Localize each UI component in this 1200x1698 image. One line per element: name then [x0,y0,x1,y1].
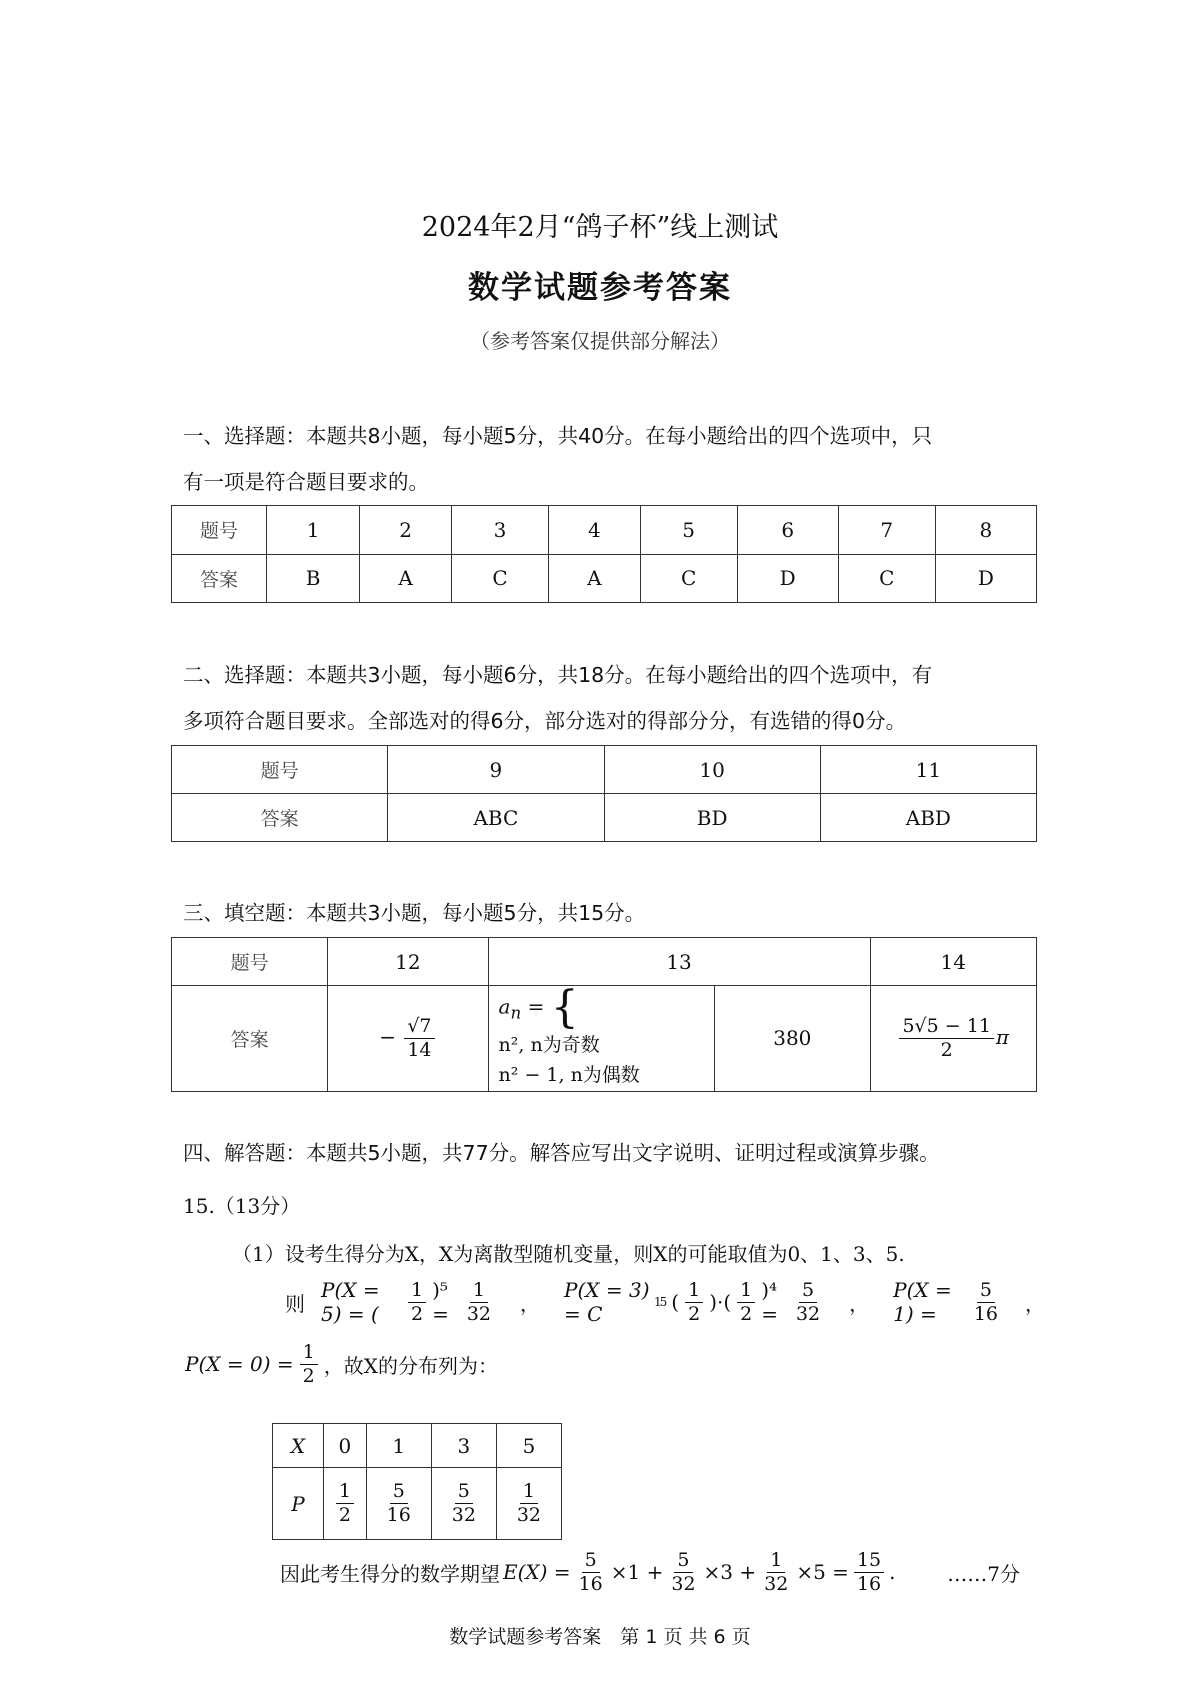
question-number: 11 [820,746,1036,794]
row-label-question: 题号 [172,938,328,986]
sequence-symbol: a [498,994,511,1019]
expectation-line: 因此考生得分的数学期望 E(X) = $\frac{5}{16}$ ×1 + $\frac{5}{32}$ ×3 + $\frac{1}{32}$ ×5 = $\frac{15}{16}$ . ……7分 [280,1549,1020,1595]
answer-cell: D [935,554,1036,603]
section1-line1: 一、选择题：本题共8小题，每小题5分，共40分。在每小题给出的四个选项中，只 [183,424,933,448]
section4-instructions: 四、解答题：本题共5小题，共77分。解答应写出文字说明、证明过程或演算步骤。 [183,1141,940,1165]
section3-instructions: 三、填空题：本题共3小题，每小题5分，共15分。 [183,901,646,925]
table-row [172,554,1037,603]
distribution-intro: ，故X的分布列为： [323,1353,498,1378]
fraction: $\frac{5}{16}$ [578,1549,603,1595]
fraction: $\frac{5}{16}$ [973,1278,999,1325]
answer-cell: A [360,554,452,603]
page-footer: 数学试题参考答案 第 1 页 共 6 页 [449,1626,751,1648]
x-value: 5 [496,1424,561,1468]
section1-line2: 有一项是符合题目要求的。 [183,470,429,494]
numerator: √7 [404,1016,434,1039]
section2-line2: 多项符合题目要求。全部选对的得6分，部分选对的得部分分，有选错的得0分。 [183,709,907,733]
section1-instructions [183,413,1033,505]
question-number: 4 [548,506,640,555]
expectation-lhs: E(X) = [503,1560,571,1585]
q15-probabilities-line: 则 P(X = 5) = ( $\frac{1}{2}$ )⁵ = $\frac{1}{32}$ ， P(X = 3) = C 1 5 ( $\frac{1}{2}$ )·( $\frac{1}{2}$ )⁴ = $\frac{5}{32}$ ， P(X = 1) = $\frac{5}{16}$ ， [285,1278,1046,1326]
section2-instructions [183,652,1033,744]
brace-icon: { [550,982,579,1033]
score-mark: ……7分 [947,1561,1020,1586]
table-row [172,938,1037,986]
q15-px0-line [185,1342,498,1387]
table-row [172,746,1037,794]
row-label-answer: 答案 [172,794,388,842]
fraction [404,1016,434,1061]
distribution-table [272,1423,562,1540]
section2-line1: 二、选择题：本题共3小题，每小题6分，共18分。在每小题给出的四个选项中，有 [183,663,933,687]
row-label-answer: 答案 [172,554,267,603]
question-number: 9 [388,746,604,794]
case-even: n² − 1, n为偶数 [498,1064,640,1087]
document-title: 数学试题参考答案 [468,270,732,306]
paren-open: ( [671,1290,680,1314]
question-number: 12 [328,938,488,986]
question-number: 13 [488,938,870,986]
table-row [172,794,1037,842]
question-number: 2 [360,506,452,555]
answer-cell: ABC [388,794,604,842]
eq-px5-lhs: P(X = 5) = ( [321,1278,380,1326]
question-number: 1 [267,506,360,555]
question-number: 3 [452,506,549,555]
table-row [172,506,1037,555]
x-value: 3 [431,1424,496,1468]
numerator: 5√5 − 11 [899,1016,993,1039]
denominator: 2 [940,1038,953,1061]
row-label-question: 题号 [172,746,388,794]
answer-cell-13-value: 380 [715,986,870,1092]
p-label: P [273,1468,324,1540]
fraction: $\frac{1}{2}$ [300,1342,318,1387]
table-row [172,986,1037,1092]
x-label: X [273,1424,324,1468]
fraction: $\frac{5}{32}$ [671,1549,696,1595]
fraction: $\frac{15}{16}$ [854,1550,884,1595]
eq-px1-lhs: P(X = 1) = [893,1278,952,1326]
fraction: $\frac{1}{32}$ [764,1549,789,1595]
question-number: 10 [604,746,820,794]
answer-cell: A [548,554,640,603]
fraction: $\frac{1}{2}$ [408,1280,426,1325]
fraction: $\frac{1}{2}$ [737,1280,755,1325]
fraction: $\frac{5}{32}$ [795,1278,821,1325]
p-value: $\frac{1}{32}$ [496,1468,561,1540]
fraction [899,1016,993,1061]
answer-cell: ABD [820,794,1036,842]
q15-part1-text: （1）设考生得分为X，X为离散型随机变量，则X的可能取值为0、1、3、5. [232,1242,905,1266]
eq-px0-lhs: P(X = 0) = [185,1352,294,1377]
fraction: $\frac{1}{32}$ [466,1278,492,1325]
expectation-text: 因此考生得分的数学期望 [280,1561,500,1586]
p-value: $\frac{5}{16}$ [366,1468,431,1540]
section2-answer-table [171,745,1037,842]
eq-px3-power: )⁴ = [761,1278,779,1326]
sequence-subscript: n [510,1003,522,1023]
pi-symbol: π [995,1024,1010,1049]
question-number: 8 [935,506,1036,555]
question-number: 14 [870,938,1036,986]
answer-cell-13-formula: $a_n$ = { n², n为奇数 n² − 1, n为偶数 [488,986,715,1092]
fraction: $\frac{1}{2}$ [685,1280,703,1325]
p-value: $\frac{1}{2}$ [324,1468,367,1540]
answer-cell: C [452,554,549,603]
minus-sign: − [379,1024,396,1049]
answer-cell: C [838,554,935,603]
x-value: 0 [324,1424,367,1468]
eq-px5-power: )⁵ = [432,1278,449,1326]
exam-title: 2024年2月“鸽子杯”线上测试 [421,212,779,243]
table-row [273,1424,562,1468]
answer-cell-14 [870,986,1036,1092]
row-label-answer: 答案 [172,986,328,1092]
denominator: 14 [407,1038,432,1061]
question-number: 7 [838,506,935,555]
question-number: 6 [737,506,838,555]
answer-cell: BD [604,794,820,842]
p-value: $\frac{5}{32}$ [431,1468,496,1540]
times-paren: )·( [709,1290,732,1314]
row-label-question: 题号 [172,506,267,555]
case-odd: n², n为奇数 [498,1034,600,1056]
answer-cell: B [267,554,360,603]
document-subtitle: （参考答案仅提供部分解法） [470,329,730,353]
section3-answer-table [171,937,1037,1092]
eq-px3-lhs: P(X = 3) = C [564,1278,650,1326]
x-value: 1 [366,1424,431,1468]
answer-cell-12 [328,986,488,1092]
question-15-header: 15.（13分） [183,1194,301,1218]
answer-cell: D [737,554,838,603]
answer-cell: C [640,554,737,603]
section1-answer-table [171,505,1037,603]
table-row [273,1468,562,1540]
then-word: 则 [285,1291,305,1316]
question-number: 5 [640,506,737,555]
